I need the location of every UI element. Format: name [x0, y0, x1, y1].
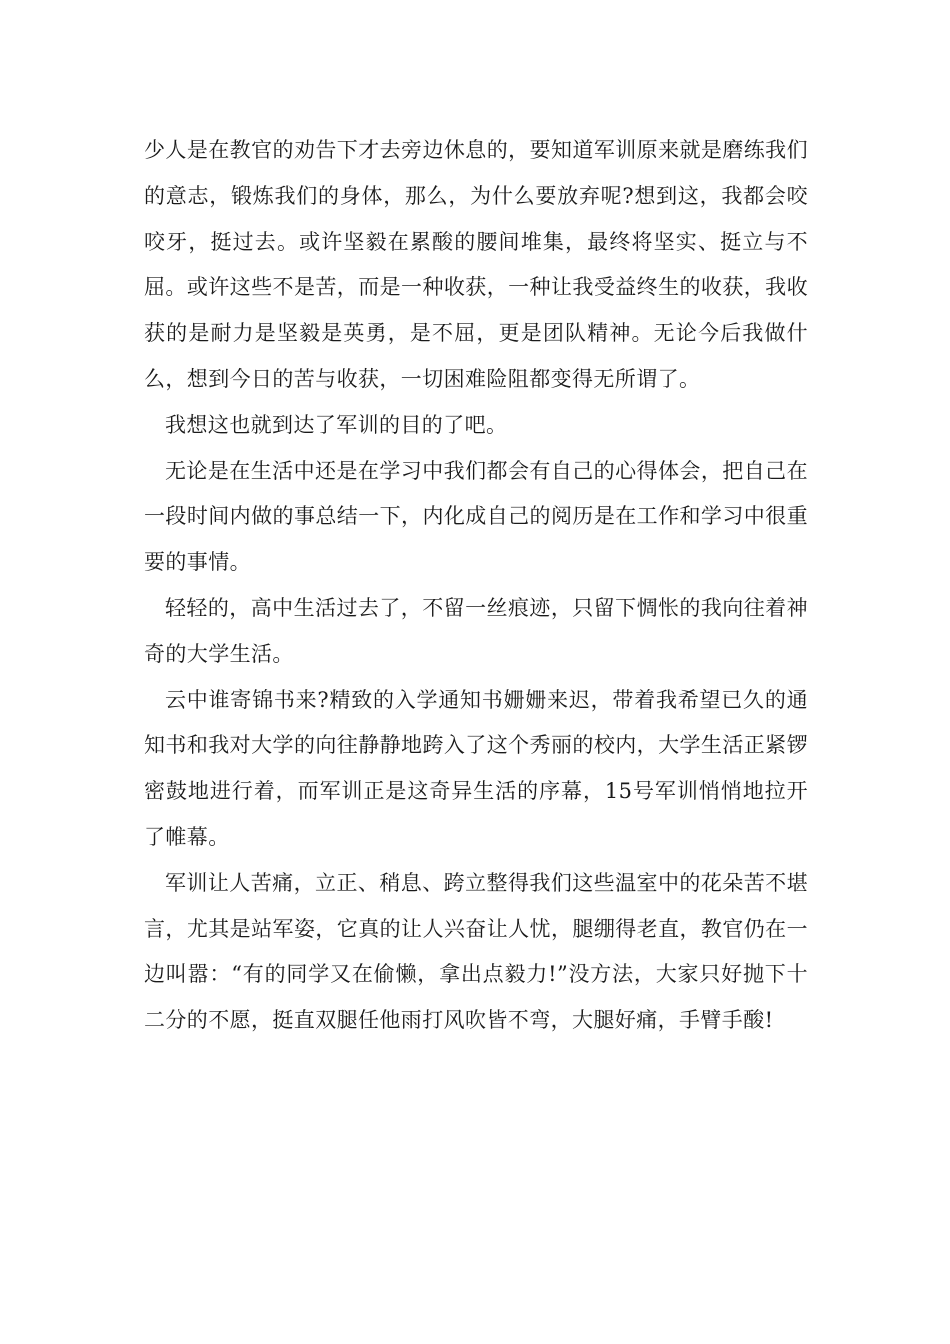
- paragraph-6: 军训让人苦痛，立正、稍息、跨立整得我们这些温室中的花朵苦不堪言，尤其是站军姿，它真的让人兴奋让人忧，腿绷得老直，教官仍在一边叫嚣：“有的同学又在偷懒，拿出点毅力!”没方法，大家只好抛下十二分的不愿，挺直双腿任他雨打风吹皆不弯，大腿好痛，手臂手酸!: [144, 870, 808, 1033]
- paragraph-5: 云中谁寄锦书来?精致的入学通知书姗姗来迟，带着我希望已久的通知书和我对大学的向往静静地跨入了这个秀丽的校内，大学生活正紧锣密鼓地进行着，而军训正是这奇异生活的序幕，15号军训悄悄地拉开了帷幕。: [144, 687, 808, 849]
- document-body: [144, 128, 808, 1044]
- paragraph-2: 我想这也就到达了军训的目的了吧。: [165, 412, 508, 437]
- paragraph-1: 少人是在教官的劝告下才去旁边休息的，要知道军训原来就是磨练我们的意志，锻炼我们的身体，那么，为什么要放弃呢?想到这，我都会咬咬牙，挺过去。或许坚毅在累酸的腰间堆集，最终将坚实、挺立与不屈。或许这些不是苦，而是一种收获，一种让我受益终生的收获，我收获的是耐力是坚毅是英勇，是不屈，更是团队精神。无论今后我做什么，想到今日的苦与收获，一切困难险阻都变得无所谓了。: [144, 138, 808, 391]
- paragraph-3: 无论是在生活中还是在学习中我们都会有自己的心得体会，把自己在一段时间内做的事总结一下，内化成自己的阅历是在工作和学习中很重要的事情。: [144, 458, 808, 575]
- paragraph-4: 轻轻的，高中生活过去了，不留一丝痕迹，只留下惆怅的我向往着神奇的大学生活。: [144, 595, 808, 666]
